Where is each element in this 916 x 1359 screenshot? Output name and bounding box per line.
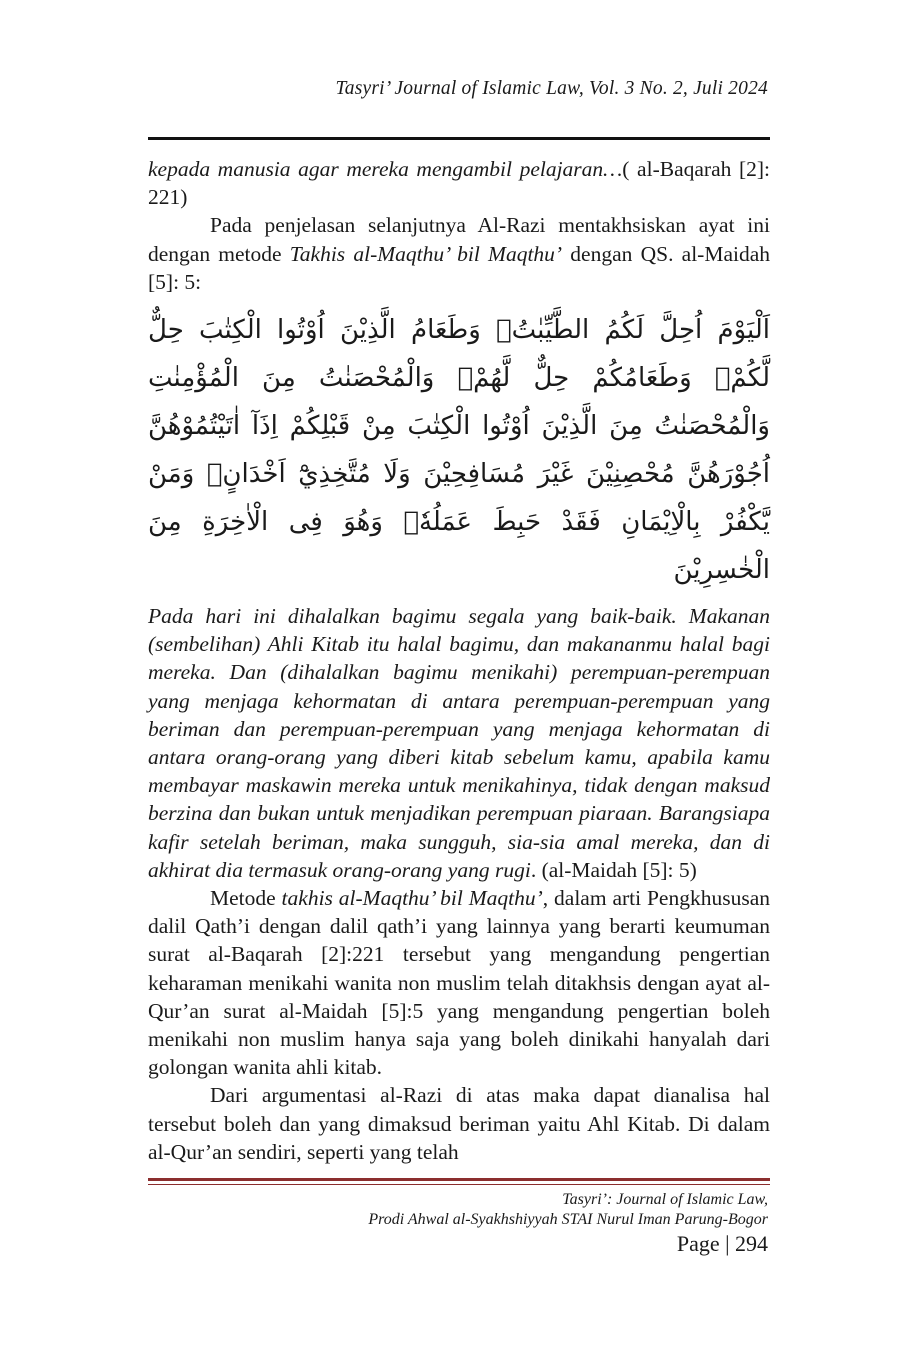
page-number: Page | 294 [676, 1231, 768, 1256]
footer-rule-thin [148, 1184, 770, 1185]
footer-rule-thick [148, 1178, 770, 1181]
header-rule [148, 137, 770, 140]
verse-translation [148, 602, 770, 884]
running-head: Tasyri’ Journal of Islamic Law, Vol. 3 No. 2, Juli 2024 [335, 78, 768, 99]
footer-institution: Prodi Ahwal al-Syakhshiyyah STAI Nurul Iman Parung-Bogor [368, 1211, 768, 1228]
translation-reference: . (al-Maidah [5]: 5) [530, 857, 697, 882]
method-term: takhis al-Maqthu’ bil Maqthu’ [281, 886, 543, 911]
page-content [148, 155, 770, 1166]
paragraph-text: , dalam arti Pengkhususan dalil Qath’i dengan dalil qath’i yang lainnya yang berarti keumuman surat al-Baqarah [2]:221 tersebut yang mengandung pengertian keharaman menikahi wanita non muslim telah ditakhsis dengan ayat al-Qur’an surat al-Maidah [5]:5 yang mengandung pengertian boleh menikahi non muslim hanya saja yang boleh dinikahi hanyalah dari golongan wanita ahli kitab. [148, 886, 770, 1080]
quote-ending-italic: kepada manusia agar mereka mengambil pelajaran… [148, 157, 623, 181]
arabic-verse: اَلْيَوْمَ اُحِلَّ لَكُمُ الطَّيِّبٰتُۗ وَطَعَامُ الَّذِيْنَ اُوْتُوا الْكِتٰبَ حِلٌّ لَّكُمْۖ وَطَعَامُكُمْ حِلٌّ لَّهُمْۖ وَالْمُحْصَنٰتُ مِنَ الْمُؤْمِنٰتِ وَالْمُحْصَنٰتُ مِنَ الَّذِيْنَ اُوْتُوا الْكِتٰبَ مِنْ قَبْلِكُمْ اِذَآ اٰتَيْتُمُوْهُنَّ اُجُوْرَهُنَّ مُحْصِنِيْنَ غَيْرَ مُسَافِحِيْنَ وَلَا مُتَّخِذِيْٓ اَخْدَانٍۗ وَمَنْ يَّكْفُرْ بِالْاِيْمَانِ فَقَدْ حَبِطَ عَمَلُهٗۖ وَهُوَ فِى الْاٰخِرَةِ مِنَ الْخٰسِرِيْنَ [148, 315, 770, 586]
paragraph-method [148, 884, 770, 1081]
quote-reference: ( al-Baqarah [2]: 221) [148, 157, 770, 210]
paragraph-text: Pada penjelasan selanjutnya Al-Razi mentakhsiskan ayat ini dengan metode [148, 213, 770, 266]
footer-journal: Tasyri’: Journal of Islamic Law, [562, 1191, 768, 1208]
paragraph-intro-verse [148, 211, 770, 296]
paragraph-text: dengan QS. al-Maidah [5]: 5: [148, 241, 771, 294]
paragraph-analysis: Dari argumentasi al-Razi di atas maka dapat dianalisa hal tersebut boleh dan yang dimaksud beriman yaitu Ahl Kitab. Di dalam al-Qur’an sendiri, seperti yang telah [148, 1083, 770, 1164]
paragraph-continuation [148, 155, 770, 211]
paragraph-text: Metode [210, 886, 282, 911]
method-term: Takhis al-Maqthu’ bil Maqthu’ [289, 241, 563, 266]
translation-text: Pada hari ini dihalalkan bagimu segala yang baik-baik. Makanan (sembelihan) Ahli Kitab itu halal bagimu, dan makananmu halal bagi mereka. Dan (dihalalkan bagimu menikahi) perempuan-perempuan yang menjaga kehormatan di antara perempuan-perempuan yang beriman dan perempuan-perempuan yang menjaga kehormatan di antara orang-orang yang diberi kitab sebelum kamu, apabila kamu membayar maskawin mereka untuk menikahinya, tidak dengan maksud berzina dan bukan untuk menjadikan perempuan piaraan. Barangsiapa kafir setelah beriman, maka sungguh, sia-sia amal mereka, dan di akhirat dia termasuk orang-orang yang rugi [148, 604, 770, 882]
